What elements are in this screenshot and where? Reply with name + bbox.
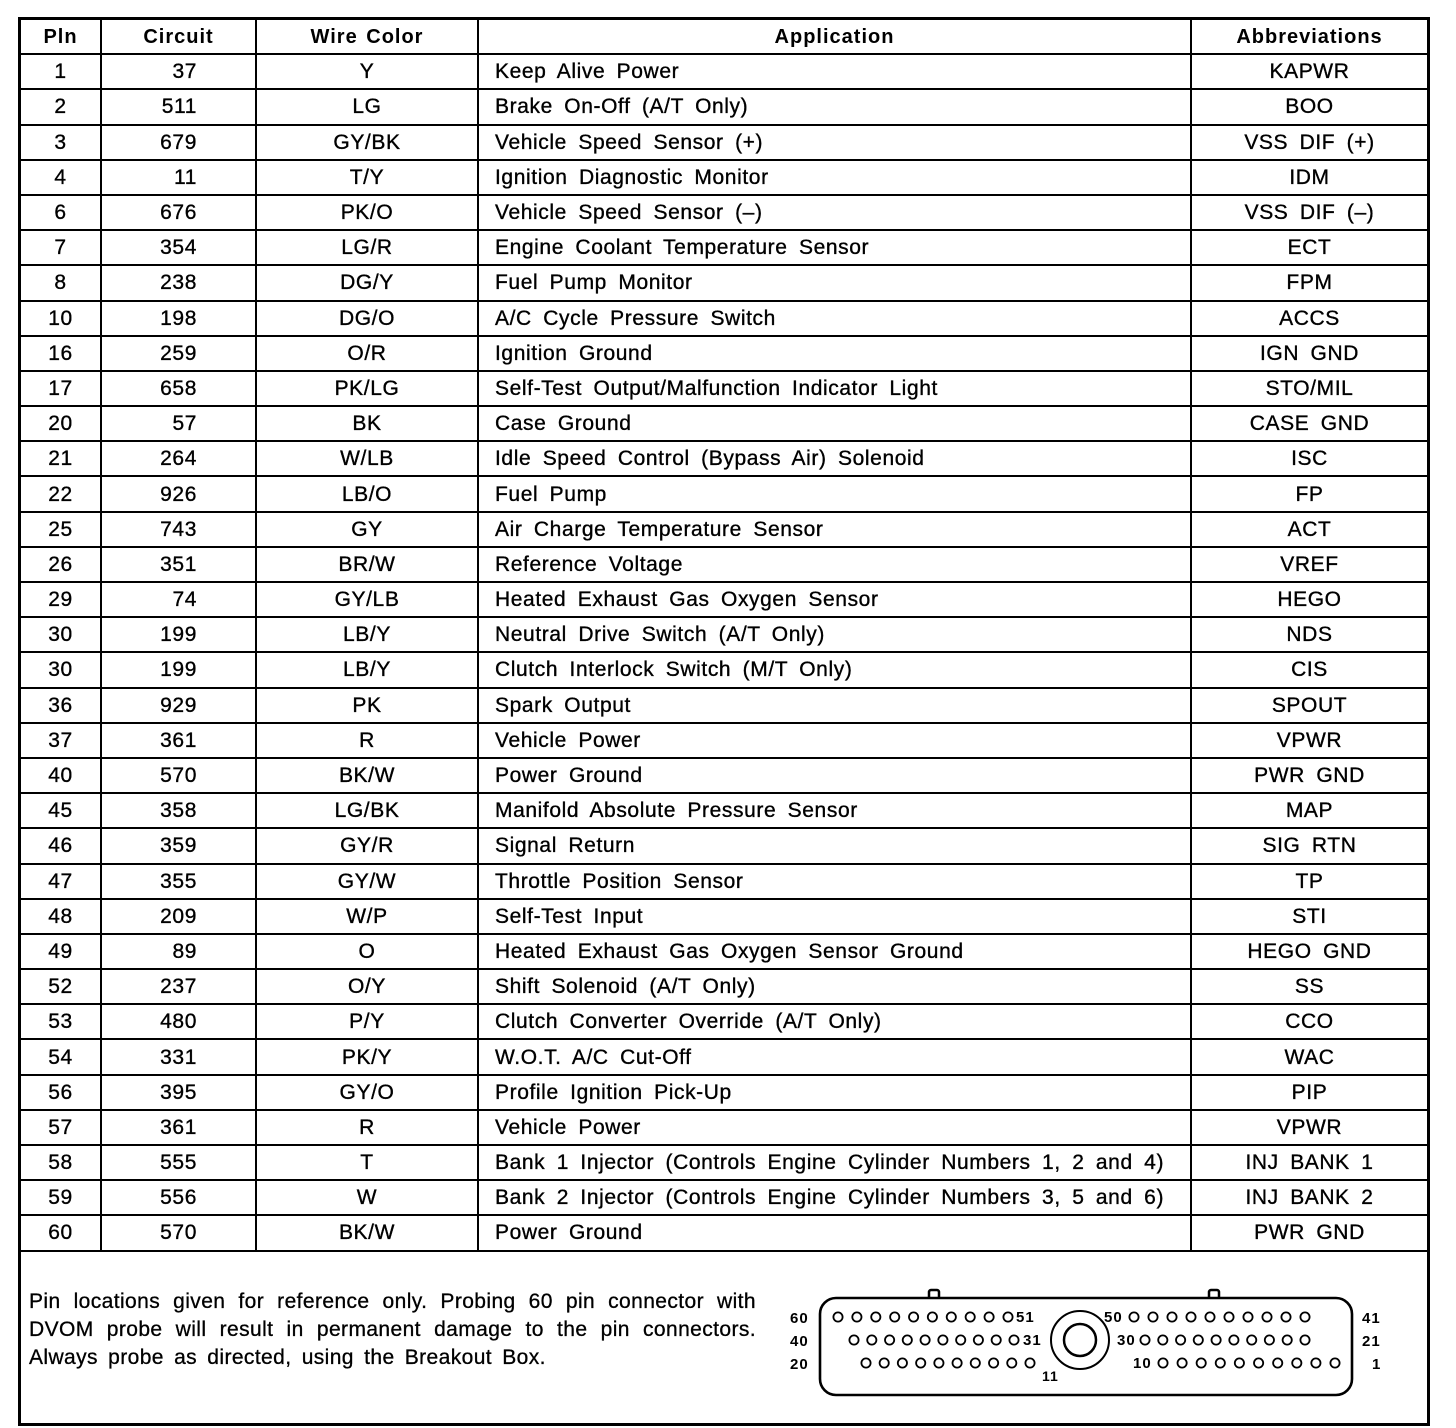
footer-area <box>21 1252 1427 1423</box>
circuit-cell: 929 <box>102 689 257 722</box>
abbreviation-cell: SPOUT <box>1271 693 1348 717</box>
application-cell: Shift Solenoid (A/T Only) <box>479 970 1192 1003</box>
abbreviation-cell: NDS <box>1286 623 1333 647</box>
abbreviation-cell: ACCS <box>1279 306 1340 330</box>
wire-color-cell: PK <box>257 689 479 722</box>
abbreviation-cell: MAP <box>1285 799 1334 823</box>
pin-label-50: 50 <box>1104 1308 1123 1326</box>
header-circuit: Circuit <box>102 20 257 53</box>
wire-color-cell: LB/Y <box>257 653 479 686</box>
wire-color-cell: BK <box>257 407 479 440</box>
pin-cell: 17 <box>21 372 102 405</box>
table-row <box>21 1076 1427 1111</box>
pin-cell: 25 <box>21 513 102 546</box>
table-row <box>21 689 1427 724</box>
table-row <box>21 1181 1427 1216</box>
pin-cell: 46 <box>21 829 102 862</box>
circuit-cell: 361 <box>102 1111 257 1144</box>
pin-cell: 59 <box>21 1181 102 1214</box>
application-cell: Reference Voltage <box>479 548 1192 581</box>
table-row <box>21 1146 1427 1181</box>
pinout-sheet <box>18 17 1430 1426</box>
pin-cell: 30 <box>21 653 102 686</box>
table-body <box>21 55 1427 1251</box>
abbreviation-cell: PWR GND <box>1254 1221 1365 1245</box>
circuit-cell: 556 <box>102 1181 257 1214</box>
wire-color-cell: R <box>257 724 479 757</box>
application-cell: Ignition Ground <box>479 337 1192 370</box>
circuit-cell: 743 <box>102 513 257 546</box>
wire-color-cell: PK/O <box>257 196 479 229</box>
table-row <box>21 1040 1427 1075</box>
header-application: Application <box>479 20 1192 53</box>
circuit-cell: 480 <box>102 1005 257 1038</box>
reference-note <box>29 1288 756 1372</box>
table-row <box>21 302 1427 337</box>
table-row <box>21 266 1427 301</box>
pin-cell: 20 <box>21 407 102 440</box>
abbreviation-cell: CCO <box>1285 1010 1334 1034</box>
abbreviation-cell: STI <box>1292 904 1327 928</box>
abbreviation-cell: HEGO GND <box>1247 939 1372 963</box>
abbreviation-cell: PWR GND <box>1254 764 1365 788</box>
circuit-cell: 679 <box>102 126 257 159</box>
application-cell: Vehicle Power <box>479 1111 1192 1144</box>
pin-cell: 53 <box>21 1005 102 1038</box>
application-cell: A/C Cycle Pressure Switch <box>479 302 1192 335</box>
note-line: Pin locations given for reference only. Probing 60 pin connector with <box>29 1289 756 1313</box>
abbreviation-cell: FP <box>1295 482 1324 506</box>
pin-cell: 7 <box>21 231 102 264</box>
application-cell: Power Ground <box>479 1216 1192 1249</box>
abbreviation-cell: VSS DIF (–) <box>1244 201 1375 225</box>
circuit-cell: 395 <box>102 1076 257 1109</box>
wire-color-cell: O/R <box>257 337 479 370</box>
abbreviation-cell: BOO <box>1285 95 1334 119</box>
abbreviation-cell: IGN GND <box>1259 341 1360 365</box>
wire-color-cell: R <box>257 1111 479 1144</box>
pin-cell: 16 <box>21 337 102 370</box>
wire-color-cell: GY/W <box>257 865 479 898</box>
pin-cell: 54 <box>21 1040 102 1073</box>
table-row <box>21 724 1427 759</box>
pin-label-21: 21 <box>1362 1332 1381 1350</box>
wire-color-cell: T <box>257 1146 479 1179</box>
pin-cell: 56 <box>21 1076 102 1109</box>
circuit-cell: 358 <box>102 794 257 827</box>
wire-color-cell: W/LB <box>257 442 479 475</box>
note-line: Always probe as directed, using the Breakout Box. <box>29 1345 546 1369</box>
circuit-cell: 355 <box>102 865 257 898</box>
table-row <box>21 372 1427 407</box>
table-row <box>21 829 1427 864</box>
circuit-cell: 555 <box>102 1146 257 1179</box>
abbreviation-cell: VPWR <box>1276 1115 1343 1139</box>
pin-cell: 36 <box>21 689 102 722</box>
pin-cell: 60 <box>21 1216 102 1249</box>
header-pin: Pln <box>21 20 102 53</box>
application-cell: Keep Alive Power <box>479 55 1192 88</box>
pin-cell: 3 <box>21 126 102 159</box>
wire-color-cell: LG/R <box>257 231 479 264</box>
pin-label-30: 30 <box>1117 1331 1136 1349</box>
table-row <box>21 442 1427 477</box>
circuit-cell: 676 <box>102 196 257 229</box>
abbreviation-cell: VSS DIF (+) <box>1244 130 1375 154</box>
application-cell: Heated Exhaust Gas Oxygen Sensor <box>479 583 1192 616</box>
table-row <box>21 90 1427 125</box>
application-cell: Brake On-Off (A/T Only) <box>479 90 1192 123</box>
wire-color-cell: GY/BK <box>257 126 479 159</box>
table-row <box>21 653 1427 688</box>
circuit-cell: 264 <box>102 442 257 475</box>
pin-cell: 45 <box>21 794 102 827</box>
abbreviation-cell: IDM <box>1289 165 1330 189</box>
table-row <box>21 865 1427 900</box>
application-cell: Heated Exhaust Gas Oxygen Sensor Ground <box>479 935 1192 968</box>
wire-color-cell: O <box>257 935 479 968</box>
circuit-cell: 11 <box>102 161 257 194</box>
application-cell: Vehicle Speed Sensor (–) <box>479 196 1192 229</box>
circuit-cell: 658 <box>102 372 257 405</box>
circuit-cell: 37 <box>102 55 257 88</box>
application-cell: Profile Ignition Pick-Up <box>479 1076 1192 1109</box>
circuit-cell: 209 <box>102 900 257 933</box>
abbreviation-cell: TP <box>1295 869 1324 893</box>
wire-color-cell: PK/LG <box>257 372 479 405</box>
wire-color-cell: P/Y <box>257 1005 479 1038</box>
table-row <box>21 337 1427 372</box>
wire-color-cell: O/Y <box>257 970 479 1003</box>
abbreviation-cell: INJ BANK 2 <box>1245 1186 1374 1210</box>
table-header-row <box>21 20 1427 55</box>
wire-color-cell: BK/W <box>257 1216 479 1249</box>
table-row <box>21 126 1427 161</box>
wire-color-cell: DG/O <box>257 302 479 335</box>
application-cell: Neutral Drive Switch (A/T Only) <box>479 618 1192 651</box>
abbreviation-cell: CIS <box>1291 658 1328 682</box>
wire-color-cell: PK/Y <box>257 1040 479 1073</box>
abbreviation-cell: ECT <box>1287 236 1332 260</box>
table-row <box>21 794 1427 829</box>
table-row <box>21 1005 1427 1040</box>
pin-cell: 4 <box>21 161 102 194</box>
application-cell: Vehicle Speed Sensor (+) <box>479 126 1192 159</box>
application-cell: Spark Output <box>479 689 1192 722</box>
circuit-cell: 199 <box>102 618 257 651</box>
wire-color-cell: LB/Y <box>257 618 479 651</box>
pin-label-60: 60 <box>790 1309 809 1327</box>
pin-label-41: 41 <box>1362 1309 1381 1327</box>
wire-color-cell: BK/W <box>257 759 479 792</box>
wire-color-cell: GY/LB <box>257 583 479 616</box>
pin-cell: 8 <box>21 266 102 299</box>
pin-cell: 29 <box>21 583 102 616</box>
header-abbreviations: Abbreviations <box>1236 25 1383 48</box>
wire-color-cell: W <box>257 1181 479 1214</box>
application-cell: Bank 2 Injector (Controls Engine Cylinder Numbers 3, 5 and 6) <box>479 1181 1192 1214</box>
abbreviation-cell: PIP <box>1291 1080 1328 1104</box>
table-row <box>21 618 1427 653</box>
circuit-cell: 238 <box>102 266 257 299</box>
pin-cell: 10 <box>21 302 102 335</box>
header-wire-color: Wire Color <box>257 20 479 53</box>
connector-diagram <box>770 1280 1410 1415</box>
application-cell: Engine Coolant Temperature Sensor <box>479 231 1192 264</box>
circuit-cell: 331 <box>102 1040 257 1073</box>
pin-cell: 6 <box>21 196 102 229</box>
pin-label-1: 1 <box>1372 1355 1382 1373</box>
application-cell: Clutch Interlock Switch (M/T Only) <box>479 653 1192 686</box>
application-cell: Throttle Position Sensor <box>479 865 1192 898</box>
pin-cell: 30 <box>21 618 102 651</box>
application-cell: Manifold Absolute Pressure Sensor <box>479 794 1192 827</box>
application-cell: Vehicle Power <box>479 724 1192 757</box>
circuit-cell: 198 <box>102 302 257 335</box>
circuit-cell: 259 <box>102 337 257 370</box>
abbreviation-cell: VREF <box>1280 552 1339 576</box>
application-cell: Ignition Diagnostic Monitor <box>479 161 1192 194</box>
abbreviation-cell: HEGO <box>1277 588 1342 612</box>
circuit-cell: 199 <box>102 653 257 686</box>
abbreviation-cell: WAC <box>1284 1045 1335 1069</box>
pin-cell: 52 <box>21 970 102 1003</box>
wire-color-cell: T/Y <box>257 161 479 194</box>
table-row <box>21 231 1427 266</box>
pin-cell: 57 <box>21 1111 102 1144</box>
wire-color-cell: W/P <box>257 900 479 933</box>
application-cell: Self-Test Input <box>479 900 1192 933</box>
pin-cell: 26 <box>21 548 102 581</box>
table-row <box>21 900 1427 935</box>
abbreviation-cell: FPM <box>1286 271 1333 295</box>
wire-color-cell: DG/Y <box>257 266 479 299</box>
pin-label-40: 40 <box>790 1332 809 1350</box>
abbreviation-cell: CASE GND <box>1249 412 1370 436</box>
application-cell: Fuel Pump <box>479 477 1192 510</box>
table-row <box>21 970 1427 1005</box>
pin-cell: 37 <box>21 724 102 757</box>
table-row <box>21 935 1427 970</box>
application-cell: Power Ground <box>479 759 1192 792</box>
table-row <box>21 407 1427 442</box>
abbreviation-cell: VPWR <box>1276 728 1343 752</box>
circuit-cell: 361 <box>102 724 257 757</box>
circuit-cell: 359 <box>102 829 257 862</box>
application-cell: W.O.T. A/C Cut-Off <box>479 1040 1192 1073</box>
wire-color-cell: GY <box>257 513 479 546</box>
pin-label-11: 11 <box>1042 1367 1059 1384</box>
pin-cell: 49 <box>21 935 102 968</box>
abbreviation-cell: SIG RTN <box>1262 834 1357 858</box>
pin-cell: 2 <box>21 90 102 123</box>
circuit-cell: 511 <box>102 90 257 123</box>
application-cell: Case Ground <box>479 407 1192 440</box>
application-cell: Signal Return <box>479 829 1192 862</box>
abbreviation-cell: SS <box>1294 975 1325 999</box>
application-cell: Self-Test Output/Malfunction Indicator Light <box>479 372 1192 405</box>
table-row <box>21 548 1427 583</box>
pin-cell: 21 <box>21 442 102 475</box>
abbreviation-cell: ISC <box>1291 447 1328 471</box>
pin-label-51: 51 <box>1016 1308 1035 1326</box>
pin-cell: 1 <box>21 55 102 88</box>
circuit-cell: 74 <box>102 583 257 616</box>
pin-cell: 48 <box>21 900 102 933</box>
circuit-cell: 351 <box>102 548 257 581</box>
wire-color-cell: Y <box>257 55 479 88</box>
circuit-cell: 57 <box>102 407 257 440</box>
table-row <box>21 1111 1427 1146</box>
abbreviation-cell: KAPWR <box>1269 60 1350 84</box>
pin-label-31: 31 <box>1023 1331 1042 1349</box>
circuit-cell: 89 <box>102 935 257 968</box>
table-row <box>21 513 1427 548</box>
wire-color-cell: BR/W <box>257 548 479 581</box>
abbreviation-cell: STO/MIL <box>1265 376 1354 400</box>
table-row <box>21 583 1427 618</box>
note-line: DVOM probe will result in permanent damage to the pin connectors. <box>29 1317 756 1341</box>
application-cell: Fuel Pump Monitor <box>479 266 1192 299</box>
application-cell: Idle Speed Control (Bypass Air) Solenoid <box>479 442 1192 475</box>
circuit-cell: 237 <box>102 970 257 1003</box>
table-row <box>21 477 1427 512</box>
wire-color-cell: LG/BK <box>257 794 479 827</box>
abbreviation-cell: INJ BANK 1 <box>1245 1151 1374 1175</box>
circuit-cell: 570 <box>102 1216 257 1249</box>
wire-color-cell: GY/O <box>257 1076 479 1109</box>
application-cell: Air Charge Temperature Sensor <box>479 513 1192 546</box>
table-row <box>21 1216 1427 1251</box>
table-row <box>21 759 1427 794</box>
circuit-cell: 354 <box>102 231 257 264</box>
pin-label-10: 10 <box>1133 1354 1152 1372</box>
pin-cell: 22 <box>21 477 102 510</box>
circuit-cell: 926 <box>102 477 257 510</box>
wire-color-cell: LB/O <box>257 477 479 510</box>
circuit-cell: 570 <box>102 759 257 792</box>
table-row <box>21 161 1427 196</box>
pin-cell: 58 <box>21 1146 102 1179</box>
wire-color-cell: GY/R <box>257 829 479 862</box>
application-cell: Bank 1 Injector (Controls Engine Cylinder Numbers 1, 2 and 4) <box>479 1146 1192 1179</box>
table-row <box>21 55 1427 90</box>
pin-label-20: 20 <box>790 1355 809 1373</box>
pin-cell: 40 <box>21 759 102 792</box>
table-row <box>21 196 1427 231</box>
pin-cell: 47 <box>21 865 102 898</box>
abbreviation-cell: ACT <box>1287 517 1332 541</box>
application-cell: Clutch Converter Override (A/T Only) <box>479 1005 1192 1038</box>
wire-color-cell: LG <box>257 90 479 123</box>
